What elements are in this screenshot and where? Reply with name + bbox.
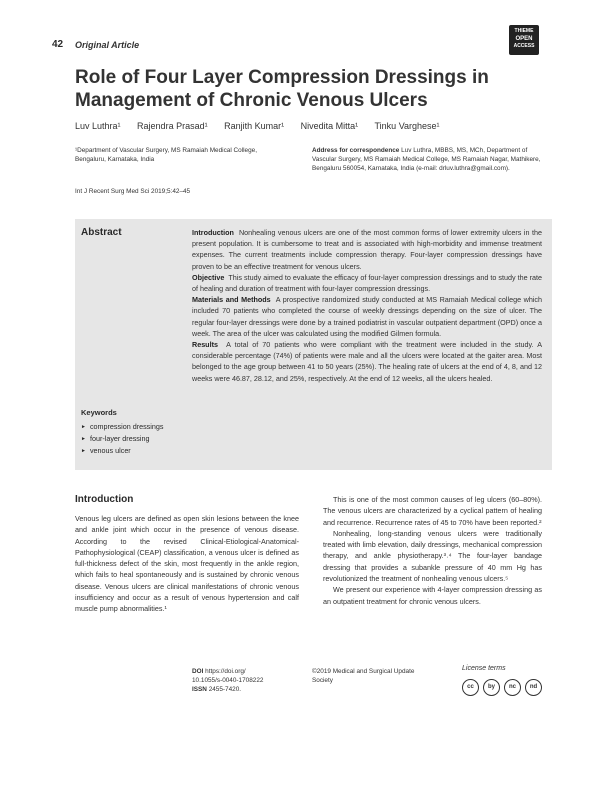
author: Nivedita Mitta¹ bbox=[300, 121, 359, 131]
keyword-item: ► venous ulcer bbox=[81, 445, 163, 457]
page-number: 42 bbox=[52, 39, 64, 50]
body-paragraph: Nonhealing, long-standing venous ulcers were traditionally treated with limb elevation, daily dressings, mechanical compression therapy, and ankle physiotherapy.³˒⁴ The four-layer bandage dressing that provides a subankle pressure of 40 mm Hg has revolutionized the treatment of nonhealing venous ulcers.⁵ bbox=[323, 528, 542, 584]
keyword-item: ► compression dressings bbox=[81, 421, 163, 433]
author: Luv Luthra¹ bbox=[75, 121, 121, 131]
abstract-text: Nonhealing venous ulcers are one of the most common forms of lower extremity ulcers in the present population. It is cumbersome to treat and is associated with high-morbidity and immense treatment expenses. The current treatments include compression therapy. Four-layer compression dressings have proven to be an effective treatment for venous ulcers. bbox=[192, 228, 542, 271]
keywords-list bbox=[81, 421, 163, 457]
nc-icon: nc bbox=[504, 679, 521, 696]
author: Tinku Varghese¹ bbox=[374, 121, 440, 131]
body-column-right bbox=[323, 494, 542, 607]
abstract-label: Objective bbox=[192, 272, 225, 282]
correspondence-label: Address for correspondence bbox=[312, 147, 400, 154]
abstract-objective bbox=[192, 272, 542, 294]
license-label: License terms bbox=[462, 665, 506, 672]
open-access-logo bbox=[509, 25, 539, 55]
abstract-methods bbox=[192, 294, 542, 339]
license-block bbox=[462, 664, 552, 696]
issn-label: ISSN bbox=[192, 686, 207, 693]
correspondence-text: Luv Luthra, MBBS, MS, MCh, Department of Vascular Surgery, MS Ramaiah Medical College, MS Ramaiah Nagar, Mathikere, Bengaluru 560054, Karnataka, India (e-mail: drluv.luthra@gmail.com). bbox=[312, 147, 541, 172]
correspondence bbox=[312, 146, 552, 173]
author: Rajendra Prasad¹ bbox=[137, 121, 208, 131]
abstract-text: This study aimed to evaluate the efficacy of four-layer compression dressings and to study the rate of healing and duration of treatment with four-layer compression dressings. bbox=[192, 272, 542, 294]
abstract-label: Materials and Methods bbox=[192, 295, 271, 305]
abstract-introduction bbox=[192, 227, 542, 272]
article-title: Role of Four Layer Compression Dressings in Management of Chronic Venous Ulcers bbox=[75, 67, 489, 111]
abstract-heading: Abstract bbox=[81, 227, 122, 238]
issn-number: 2455-7420. bbox=[208, 686, 242, 693]
doi-url[interactable]: https://doi.org/ bbox=[205, 668, 246, 675]
logo-line: OPEN bbox=[515, 36, 533, 42]
logo-line: ACCESS bbox=[513, 43, 535, 49]
journal-citation: Int J Recent Surg Med Sci 2019;5:42–45 bbox=[75, 188, 191, 195]
keyword-item: ► four-layer dressing bbox=[81, 433, 163, 445]
doi-number: 10.1055/s-0040-1708222 bbox=[192, 677, 264, 684]
copyright: ©2019 Medical and Surgical Update Society bbox=[312, 668, 415, 684]
doi-label: DOI bbox=[192, 668, 204, 675]
body-paragraph: Venous leg ulcers are defined as open skin lesions between the knee and ankle joint which occur in the presence of venous disease. According to the revised Clinical-Etiological-Anatomical-Pathophysiological (CEAP) classification, a venous ulcer is defined as full-thickness defect of the skin, most frequently in the ankle region, which fails to heal spontaneously and is sustained by chronic venous disease. Venous ulcers are clinical manifestations of chronic venous insufficiency and occur as a result of venous hypertension and calf muscle pump abnormalities.¹ bbox=[75, 514, 299, 614]
license-icons bbox=[462, 679, 552, 696]
keywords-heading: Keywords bbox=[81, 408, 117, 417]
body-paragraph: This is one of the most common causes of leg ulcers (60–80%). The venous ulcers are characterized by a cyclical pattern of healing and recurrence. Recurrence rates of 45 to 70% have been reported.² bbox=[323, 495, 542, 527]
affiliation: ¹Department of Vascular Surgery, MS Ramaiah Medical College, Bengaluru, Karnataka, India bbox=[75, 147, 257, 163]
by-icon: by bbox=[483, 679, 500, 696]
abstract-text: A prospective randomized study conducted at MS Ramaiah Medical college which included 70 patients who completed the course of weekly dressings depending on the size of ulcer. The regular four-layer dressings were done by a trained podiatrist in vascular outpatient department (OPD) once a week. The area of the ulcer was calculated using the modified Gilmen formula. bbox=[192, 295, 543, 338]
author: Ranjith Kumar¹ bbox=[224, 121, 285, 131]
logo-line: THIEME bbox=[514, 28, 534, 34]
body-column-left bbox=[75, 513, 299, 615]
abstract-body bbox=[192, 227, 542, 384]
introduction-heading: Introduction bbox=[75, 494, 134, 505]
abstract-results bbox=[192, 339, 542, 384]
section-label: Original Article bbox=[75, 40, 140, 50]
abstract-label: Introduction bbox=[192, 228, 234, 237]
abstract-text: A total of 70 patients who were compliant with the treatment were included in the study. A considerable percentage (74%) of patients were male and all the ulcers were located at the gaiter area. Most belonged to the age group between 41 to 50 years (25%). The healing rate of ulcers at the end of 4, 8, and 12 weeks were 46.87, 28.12, and 25%, respectively. At the end of 12 weeks, all the ulcers healed. bbox=[192, 340, 542, 383]
doi-block bbox=[192, 667, 302, 694]
author-list bbox=[75, 121, 535, 131]
nd-icon: nd bbox=[525, 679, 542, 696]
abstract-label: Results bbox=[192, 340, 218, 350]
body-paragraph: We present our experience with 4-layer compression dressing as an outpatient treatment for chronic venous ulcers. bbox=[323, 585, 542, 606]
cc-icon: cc bbox=[462, 679, 479, 696]
